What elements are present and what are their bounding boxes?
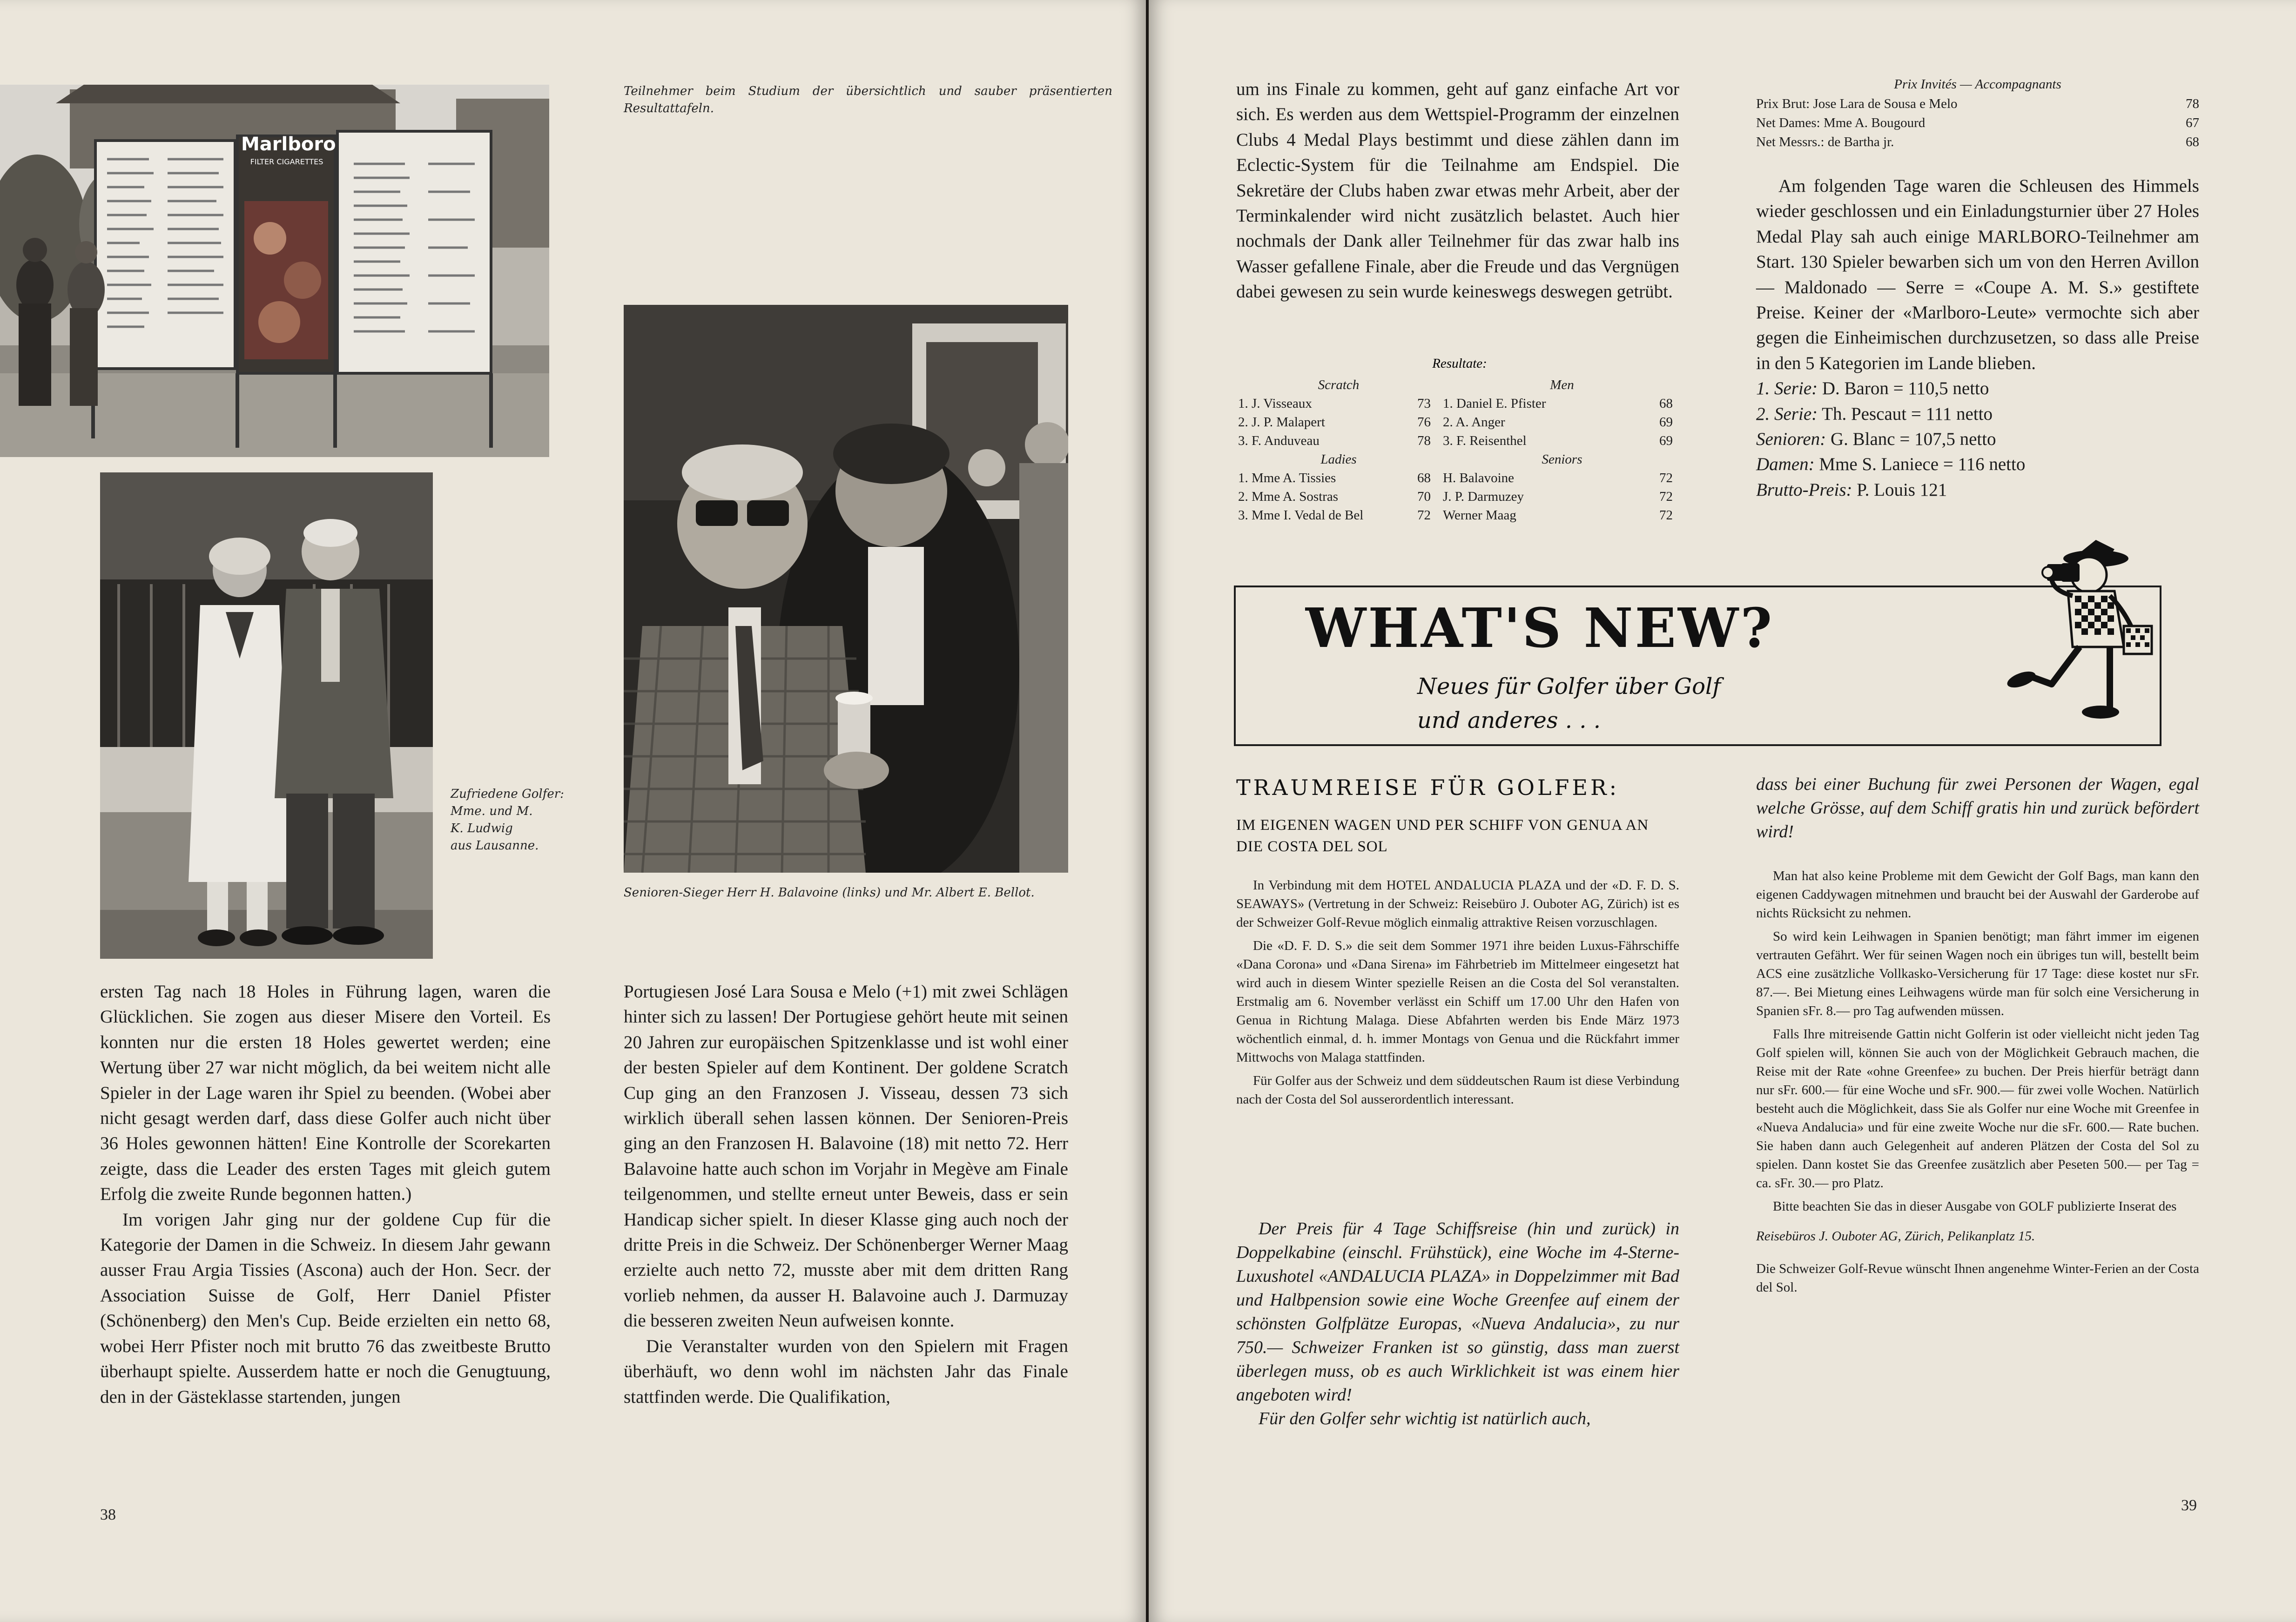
left-column-2 bbox=[624, 979, 1068, 1410]
results-cell: 2. A. Anger bbox=[1443, 414, 1505, 430]
results-cell: 1. Mme A. Tissies bbox=[1238, 470, 1336, 485]
paragraph: Bitte beachten Sie das in dieser Ausgabe von GOLF publizierte Inserat des bbox=[1773, 1199, 2177, 1214]
results-head: Men bbox=[1550, 377, 1574, 392]
series-line bbox=[1756, 478, 2199, 503]
scoreboard-photo bbox=[0, 85, 549, 457]
senior-winners-photo-image bbox=[624, 305, 1068, 873]
caption-couple-line: Mme. und M. bbox=[451, 804, 533, 818]
results-row bbox=[1236, 469, 1683, 487]
caption-scoreboard: Teilnehmer beim Studium der übersichtlich und sauber präsentierten Resultattafeln. bbox=[624, 84, 1112, 115]
results-cell: H. Balavoine bbox=[1443, 470, 1515, 485]
couple-photo-image bbox=[100, 472, 433, 959]
article-column-2 bbox=[1756, 867, 2199, 1301]
results-cell: 73 bbox=[1417, 396, 1431, 411]
results-cell: 2. Mme A. Sostras bbox=[1238, 489, 1339, 504]
right-column-1-text bbox=[1236, 77, 1679, 305]
left-page bbox=[0, 0, 1146, 1622]
caption-senior-winners: Senioren-Sieger Herr H. Balavoine (links) und Mr. Albert E. Bellot. bbox=[624, 886, 1035, 900]
series-value: Mme S. Laniece = 116 netto bbox=[1819, 454, 2026, 475]
article-subhead: IM EIGENEN WAGEN UND PER SCHIFF VON GENUA AN DIE COSTA DEL SOL bbox=[1236, 817, 1649, 855]
results-head: Seniors bbox=[1542, 451, 1582, 467]
paragraph: In Verbindung mit dem HOTEL ANDALUCIA PLAZA und der «D. F. D. S. SEAWAYS» (Vertretung in der Schweiz: Reisebüro J. Ouboter AG, Zürich) ist es der Schweizer Golf-Revue möglich einmalig attraktive Reisen vorzuschlagen. bbox=[1236, 878, 1679, 930]
prix-label: Net Dames: Mme A. Bougourd bbox=[1756, 115, 1926, 130]
whats-new-subtitle-1: Neues für Golfer über Golf bbox=[1417, 673, 1721, 700]
paragraph: ersten Tag nach 18 Holes in Führung lagen, waren die Glücklichen. Sie zogen aus dieser Misere den Vorteil. Es konnten nur die ersten 18 Holes gewertet werden; eine Wertung über 27 war nicht möglich, da bei weitem nicht alle Spieler in der Lage waren ihr Spiel zu beenden. (Wobei aber nicht gesagt werden darf, dass diese Golfer auch nicht über 36 Holes gewonnen hätten! Eine Kontrolle der Scorekarten zeigte, dass die Leader des ersten Tages mit gleich gutem Erfolg die zweite Runde begonnen hatten.) bbox=[100, 982, 551, 1205]
paragraph: Für den Golfer sehr wichtig ist natürlich auch, bbox=[1259, 1409, 1591, 1428]
paragraph: Im vorigen Jahr ging nur der goldene Cup für die Kategorie der Damen in die Schweiz. In diesem Jahr gewann ausser Frau Argia Tissies (Ascona) auch der Hon. Secr. der Association Suisse de Golf, Herr Daniel Pfister (Schönenberg) den Men's Cup. Beide erzielten ein netto 68, wobei Herr Pfister noch mit brutto 76 das zweitbeste Brutto überhaupt spielte. Ausserdem hatte er noch die Genugtuung, den in der Gästeklasse startenden, jungen bbox=[100, 1209, 551, 1407]
results-cell: 72 bbox=[1659, 489, 1673, 504]
results-row bbox=[1236, 413, 1683, 431]
results-cell: 3. F. Anduveau bbox=[1238, 433, 1320, 448]
senior-winners-photo bbox=[624, 305, 1068, 873]
series-value: G. Blanc = 107,5 netto bbox=[1830, 429, 1996, 450]
paragraph: dass bei einer Buchung für zwei Personen der Wagen, egal welche Grösse, auf dem Schiff gratis hin und zurück befördert wird! bbox=[1756, 774, 2199, 841]
results-cell: 68 bbox=[1659, 396, 1673, 411]
paragraph: Portugiesen José Lara Sousa e Melo (+1) mit zwei Schlägen hinter sich zu lassen! Der Portugiese gehört heute mit seinen 20 Jahren zur europäischen Spitzenklasse und ist wohl einer der besten Spieler auf dem Kontinent. Der goldene Scratch Cup ging an den Franzosen J. Visseau, dessen 73 sich wirklich überall sehen lassen können. Der Senioren-Preis ging an den Franzosen H. Balavoine (18) mit netto 72. Herr Balavoine hatte auch schon im Vorjahr in Megève am Finale teilgenommen, und stellte erneut unter Beweis, dass er sein Handicap sicher spielt. In dieser Klasse ging auch noch der dritte Preis in die Schweiz. Der Schönenberger Werner Maag erzielte auch netto 72, musste aber mit dem dritten Rang vorlieb nehmen, da ausser H. Balavoine auch J. Darmuzay die besseren zweiten Neun aufweisen konnte. bbox=[624, 982, 1068, 1331]
series-label: Senioren: bbox=[1756, 429, 1826, 450]
scoreboard-sign: Marlboro bbox=[241, 134, 336, 155]
series-value: Th. Pescaut = 111 netto bbox=[1822, 404, 1993, 424]
paragraph: Falls Ihre mitreisende Gattin nicht Golferin ist oder vielleicht nicht jeden Tag Golf spielen will, können Sie auch von der Möglichkeit Gebrauch machen, die Reise mit der Rate «ohne Greenfee» zu buchen. Der Preis hierfür beträgt dann nur sFr. 600.— für eine Woche und sFr. 900.— für zwei volle Wochen. Natürlich besteht auch die Möglichkeit, dass Sie als Golfer nur eine Woche mit Greenfee in «Nueva Andalucia» und für eine zweite Woche nur die sFr. 600.— Rate buchen. Sie haben dann auch Gelegenheit auf anderen Plätzen der Costa del Sol zu spielen. Dann kostet Sie das Greenfee zusätzlich aber Peseten 500.— per Tag = ca. sFr. 30.— pro Platz. bbox=[1756, 1027, 2199, 1191]
paragraph: Die Veranstalter wurden von den Spielern mit Fragen überhäuft, wo denn wohl im nächsten Jahr das Finale stattfinden werde. Die Qualifikation, bbox=[624, 1336, 1068, 1407]
series-line bbox=[1756, 452, 2199, 477]
results-cell: 1. J. Visseaux bbox=[1238, 396, 1312, 411]
results-cell: 3. F. Reisenthel bbox=[1443, 433, 1527, 448]
results-row bbox=[1236, 394, 1683, 413]
results-group-head bbox=[1236, 376, 1683, 394]
right-column-2-text bbox=[1756, 174, 2199, 503]
article-headline: TRAUMREISE FÜR GOLFER: bbox=[1236, 775, 1620, 800]
binocular-man-illustration bbox=[1956, 531, 2180, 726]
whats-new-subtitle-2: und anderes . . . bbox=[1417, 707, 1601, 734]
prix-title: Prix Invités — Accompagnants bbox=[1894, 77, 2061, 92]
results-cell: 69 bbox=[1659, 414, 1673, 430]
results-cell: Werner Maag bbox=[1443, 507, 1516, 523]
prix-label: Net Messrs.: de Bartha jr. bbox=[1756, 135, 1894, 149]
caption-couple-line: K. Ludwig bbox=[451, 821, 513, 835]
paragraph: So wird kein Leihwagen in Spanien benötigt; man fährt immer im eigenen vertrauten Gefährt. Wer für seinen Wagen noch ein übriges tun will, bestellt beim ACS eine zusätzliche Vollkasko-Versicherung für 17 Tage: diese kostet nur sFr. 87.—. Bei Mietung eines Leihwagens würde man für solch eine Versicherung in Spanien sFr. 8.— pro Tag aufwenden müssen. bbox=[1756, 929, 2199, 1018]
prix-row bbox=[1756, 115, 2199, 135]
article-column-1 bbox=[1236, 876, 1679, 1113]
paragraph: Die Schweizer Golf-Revue wünscht Ihnen angenehme Winter-Ferien an der Costa del Sol. bbox=[1756, 1261, 2199, 1295]
series-label: 1. Serie: bbox=[1756, 378, 1818, 399]
results-head: Ladies bbox=[1320, 451, 1357, 467]
paragraph: Der Preis für 4 Tage Schiffsreise (hin und zurück) in Doppelkabine (einschl. Frühstück), eine Woche im 4-Sterne-Luxushotel «ANDALUCIA PLAZA» in Doppelzimmer mit Bad und Halbpension sowie eine Woche Greenfee auf einem der schönsten Golfplätze Europas, «Nueva Andalucia», zu nur 750.— Schweizer Franken ist so günstig, dass man zuerst überlegen muss, ob es auch Wirklichkeit ist was einem hier angeboten wird! bbox=[1236, 1219, 1679, 1405]
results-cell: 69 bbox=[1659, 433, 1673, 448]
prix-score: 67 bbox=[2186, 115, 2199, 130]
results-cell: 72 bbox=[1659, 507, 1673, 523]
results-block bbox=[1236, 356, 1683, 525]
results-cell: 72 bbox=[1417, 507, 1431, 523]
article-italic-car bbox=[1756, 773, 2199, 844]
prix-block bbox=[1756, 77, 2199, 154]
series-label: Damen: bbox=[1756, 454, 1815, 475]
series-line bbox=[1756, 376, 2199, 401]
prix-score: 78 bbox=[2186, 96, 2199, 111]
couple-photo bbox=[100, 472, 433, 959]
results-cell: 68 bbox=[1417, 470, 1431, 485]
results-row bbox=[1236, 487, 1683, 506]
results-row bbox=[1236, 506, 1683, 525]
series-label: Brutto-Preis: bbox=[1756, 479, 1852, 500]
series-label: 2. Serie: bbox=[1756, 404, 1818, 424]
paragraph: Die «D. F. D. S.» die seit dem Sommer 1971 ihre beiden Luxus-Fährschiffe «Dana Corona» und «Dana Sirena» im Fährbetrieb im Mittelmeer eingesetzt hat wird auch in diesem Winter spezielle Reisen an die Costa del Sol veranstalten. Erstmalig am 6. November verlässt ein Schiff um 17.00 Uhr den Hafen von Genua in Richtung Malaga. Diese Abfahrten werden bis Ende März 1973 wöchentlich einmal, d. h. immer Montags von Genua und die Rückfahrt immer Mittwochs von Malaga stattfinden. bbox=[1236, 938, 1679, 1065]
series-line bbox=[1756, 402, 2199, 427]
paragraph: um ins Finale zu kommen, geht auf ganz einfache Art vor sich. Es werden aus dem Wettspiel-Programm der einzelnen Clubs 4 Medal Plays bestimmt und diese zählen dann im Eclectic-System für die Teilnahme am Endspiel. Die Sekretäre der Clubs haben zwar etwas mehr Arbeit, aber der Terminkalender wird nicht zusätzlich belastet. Auch hier nochmals der Dank aller Teilnehmer für das zwar halb ins Wasser gefallene Finale, aber die Freude und das Vergnügen dabei gewesen zu sein wurde keineswegs deswegen getrübt. bbox=[1236, 79, 1679, 302]
results-table bbox=[1236, 376, 1683, 525]
series-value: P. Louis 121 bbox=[1857, 479, 1947, 500]
right-page bbox=[1149, 0, 2296, 1622]
results-head: Scratch bbox=[1318, 377, 1360, 392]
results-title: Resultate: bbox=[1432, 356, 1487, 371]
caption-couple-line: Zufriedene Golfer: bbox=[451, 787, 564, 801]
prix-row bbox=[1756, 96, 2199, 115]
prix-score: 68 bbox=[2186, 135, 2199, 149]
paragraph: Reisebüros J. Ouboter AG, Zürich, Pelikanplatz 15. bbox=[1756, 1229, 2035, 1244]
scoreboard-sign-sub: FILTER CIGARETTES bbox=[250, 157, 323, 166]
results-group-head bbox=[1236, 450, 1683, 469]
prix-row bbox=[1756, 135, 2199, 154]
series-value: D. Baron = 110,5 netto bbox=[1822, 378, 1989, 399]
results-cell: 2. J. P. Malapert bbox=[1238, 414, 1325, 430]
results-cell: J. P. Darmuzey bbox=[1443, 489, 1524, 504]
page-number-right: 39 bbox=[2181, 1497, 2197, 1514]
left-column-1 bbox=[100, 979, 551, 1410]
caption-couple-line: aus Lausanne. bbox=[451, 839, 539, 853]
paragraph: Man hat also keine Probleme mit dem Gewicht der Golf Bags, man kann den eigenen Caddywagen mitnehmen und braucht bei der Auswahl der Garderobe auf nichts Rücksicht zu nehmen. bbox=[1756, 868, 2199, 921]
results-cell: 76 bbox=[1417, 414, 1431, 430]
prix-label: Prix Brut: Jose Lara de Sousa e Melo bbox=[1756, 96, 1958, 111]
caption-couple bbox=[451, 786, 572, 855]
article-italic-offer bbox=[1236, 1217, 1679, 1431]
results-cell: 72 bbox=[1659, 470, 1673, 485]
page-number-left: 38 bbox=[100, 1506, 116, 1523]
results-cell: 1. Daniel E. Pfister bbox=[1443, 396, 1546, 411]
whats-new-title: WHAT'S NEW? bbox=[1306, 597, 1774, 660]
results-cell: 78 bbox=[1417, 433, 1431, 448]
results-row bbox=[1236, 431, 1683, 450]
results-cell: 3. Mme I. Vedal de Bel bbox=[1238, 507, 1364, 523]
paragraph: Für Golfer aus der Schweiz und dem süddeutschen Raum ist diese Verbindung nach der Costa del Sol ausserordentlich interessant. bbox=[1236, 1073, 1679, 1107]
paragraph: Am folgenden Tage waren die Schleusen des Himmels wieder geschlossen und ein Einladungsturnier über 27 Holes Medal Play sah auch einige MARLBORO-Teilnehmer am Start. 130 Spieler bewarben sich um von den Herren Avillon — Maldonado — Serre = «Coupe A. M. S.» gestiftete Preise. Keiner der «Marlboro-Leute» vermochte sich aber gegen die Einheimischen durchzusetzen, so dass alle Preise in den 5 Kategorien im Lande blieben. bbox=[1756, 176, 2199, 373]
results-cell: 70 bbox=[1417, 489, 1431, 504]
series-line bbox=[1756, 427, 2199, 452]
